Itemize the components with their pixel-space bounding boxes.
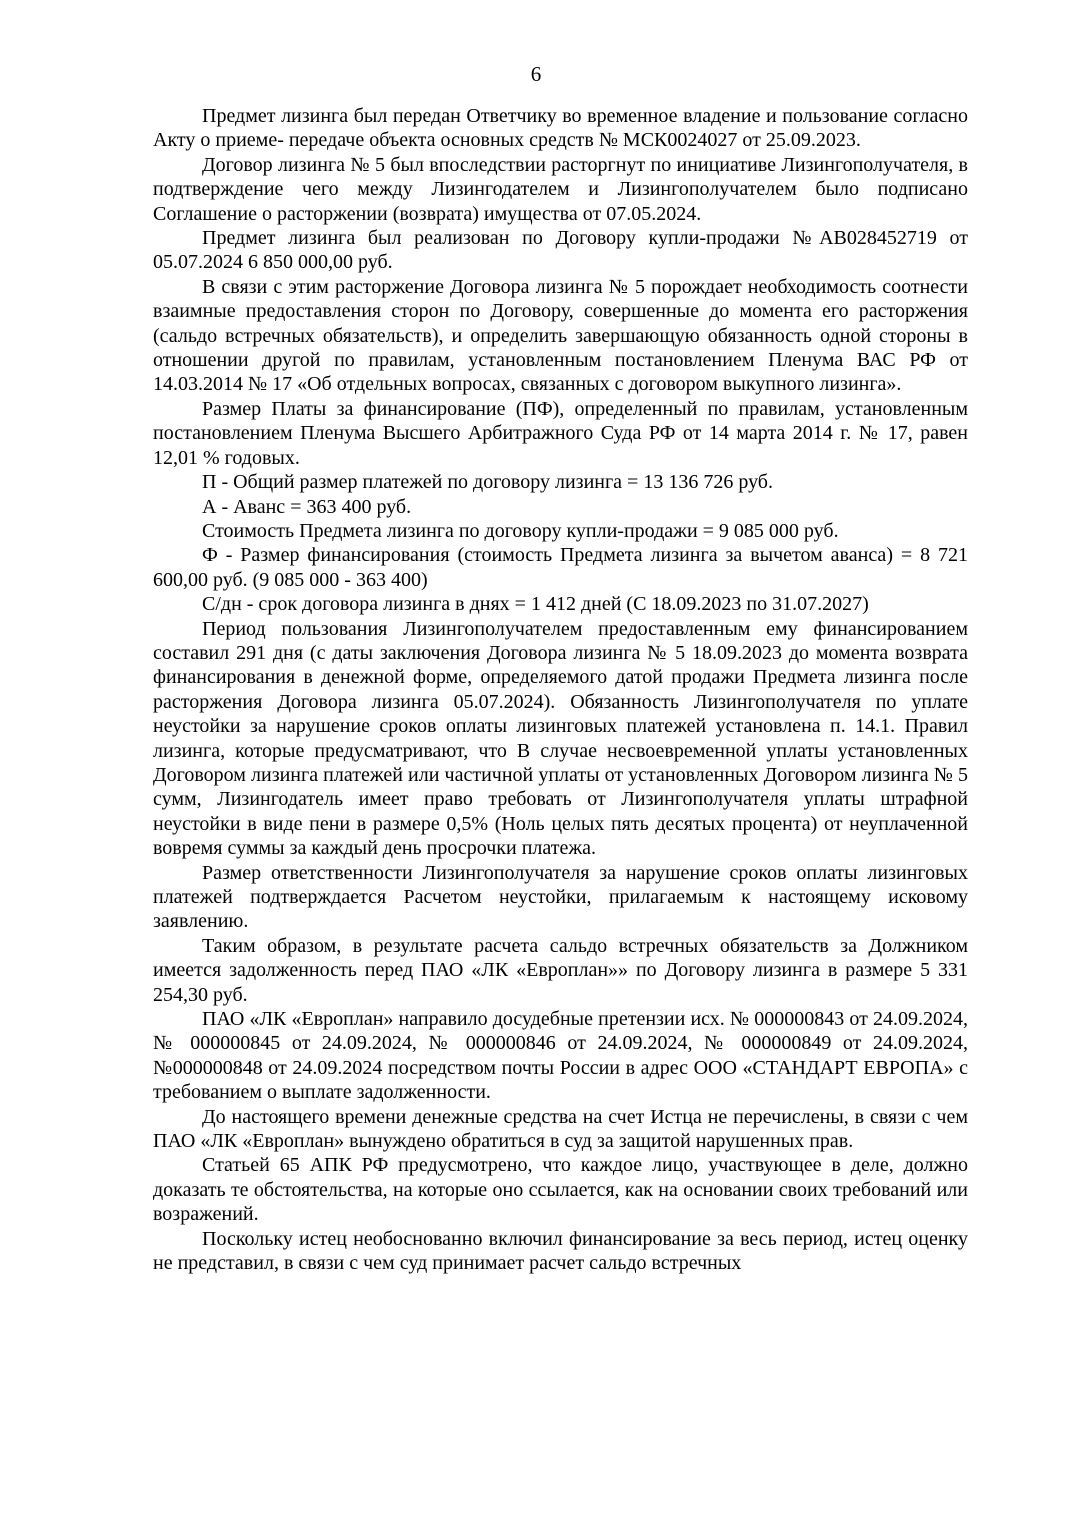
- paragraph-financing-fee: Размер Платы за финансирование (ПФ), определенный по правилам, установленным постановлением Пленума Высшего Арбитражного Суда РФ от 14 марта 2014 г. № 17, равен 12,01 % годовых.: [153, 397, 968, 469]
- paragraph-transfer: Предмет лизинга был передан Ответчику во временное владение и пользование согласно Акту о приеме- передаче объекта основных средств № МСК0024027 от 25.09.2023.: [153, 105, 968, 152]
- paragraph-debt: Таким образом, в результате расчета сальдо встречных обязательств за Должником имеется задолженность перед ПАО «ЛК «Европлан»» по Договору лизинга в размере 5 331 254,30 руб.: [153, 934, 968, 1006]
- paragraph-sale: Предмет лизинга был реализован по Договору купли-продажи №АВ028452719 от 05.07.2024 6 850 000,00 руб.: [153, 227, 968, 274]
- paragraph-term-days: С/дн - срок договора лизинга в днях = 1 412 дней (С 18.09.2023 по 31.07.2027): [202, 593, 869, 616]
- paragraph-termination: Договор лизинга № 5 был впоследствии расторгнут по инициативе Лизингополучателя, в подтверждение чего между Лизингодателем и Лизингополучателем было подписано Соглашение о расторжении (возврата) имущества от 07.05.2024.: [153, 153, 968, 225]
- paragraph-total-payments: П - Общий размер платежей по договору лизинга = 13 136 726 руб.: [202, 471, 773, 494]
- paragraph-financing-amount: Ф - Размер финансирования (стоимость Предмета лизинга за вычетом аванса) = 8 721 600,00 руб. (9 085 000 - 363 400): [153, 544, 968, 591]
- paragraph-court: До настоящего времени денежные средства на счет Истца не перечислены, в связи с чем ПАО «ЛК «Европлан» вынуждено обратиться в суд за защитой нарушенных прав.: [153, 1105, 968, 1153]
- paragraph-claims: ПАО «ЛК «Европлан» направило досудебные претензии исх. № 000000843 от 24.09.2024, № 000000845 от 24.09.2024, № 000000846 от 24.09.2024, № 000000849 от 24.09.2024, №000000848 от 24.09.2024 посредством почты России в адрес ООО «СТАНДАРТ ЕВРОПА» с требованием о выплате задолженности.: [153, 1008, 968, 1104]
- document-body: [153, 104, 968, 1276]
- paragraph-advance: А - Аванс = 363 400 руб.: [202, 495, 412, 518]
- paragraph-balance: В связи с этим расторжение Договора лизинга № 5 порождает необходимость соотнести взаимные предоставления сторон по Договору, совершенные до момента его расторжения (сальдо встречных обязательств), и определить завершающую обязанность одной стороны в отношении другой по правилам, установленным постановлением Пленума ВАС РФ от 14.03.2014 № 17 «Об отдельных вопросах, связанных с договором выкупного лизинга».: [153, 275, 968, 396]
- paragraph-liability: Размер ответственности Лизингополучателя за нарушение сроков оплаты лизинговых платежей подтверждается Расчетом неустойки, прилагаемым к настоящему исковому заявлению.: [153, 861, 968, 933]
- paragraph-usage-period: Период пользования Лизингополучателем предоставленным ему финансированием составил 291 дня (с даты заключения Договора лизинга № 5 18.09.2023 до момента возврата финансирования в денежной форме, определяемого датой продажи Предмета лизинга после расторжения Договора лизинга 05.07.2024). Обязанность Лизингополучателя по уплате неустойки за нарушение сроков оплаты лизинговых платежей установлена п. 14.1. Правил лизинга, которые предусматривают, что В случае несвоевременной уплаты установленных Договором лизинга платежей или частичной уплаты от установленных Договором лизинга № 5 сумм, Лизингодатель имеет право требовать от Лизингополучателя уплаты штрафной неустойки в виде пени в размере 0,5% (Ноль целых пять десятых процента) от неуплаченной вовремя суммы за каждый день просрочки платежа.: [153, 617, 968, 860]
- paragraph-cost: Стоимость Предмета лизинга по договору купли-продажи = 9 085 000 руб.: [202, 519, 839, 542]
- page-number: 6: [530, 62, 542, 86]
- paragraph-conclusion: Поскольку истец необоснованно включил финансирование за весь период, истец оценку не представил, в связи с чем суд принимает расчет сальдо встречных: [153, 1227, 968, 1275]
- paragraph-article-65: Статьей 65 АПК РФ предусмотрено, что каждое лицо, участвующее в деле, должно доказать те обстоятельства, на которые оно ссылается, как на основании своих требований или возражений.: [153, 1154, 968, 1226]
